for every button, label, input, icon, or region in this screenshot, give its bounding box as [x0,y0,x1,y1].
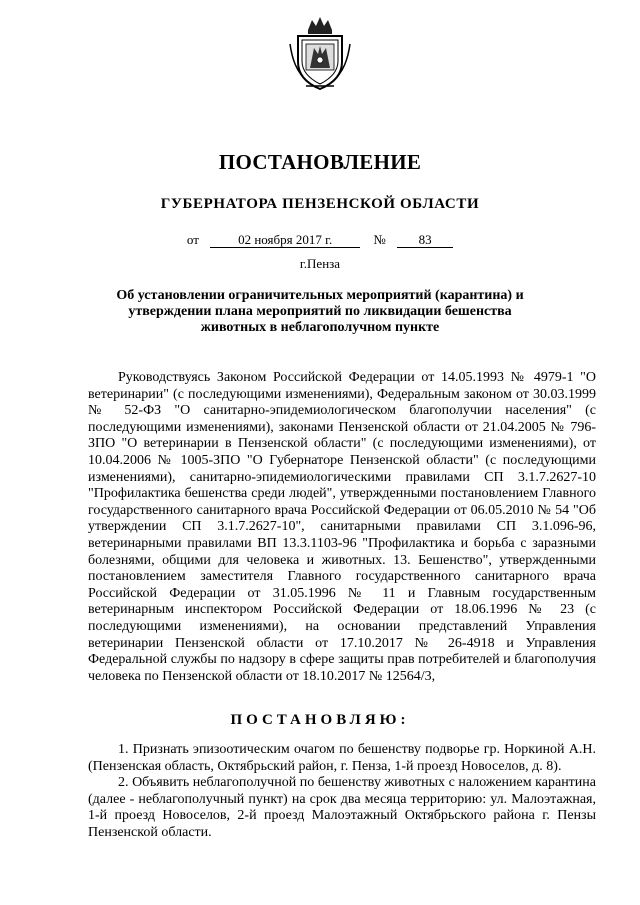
document-title: ПОСТАНОВЛЕНИЕ [218,150,422,174]
decree-items [88,742,596,842]
preamble-section [88,370,596,685]
decree-item-1: 1. Признать эпизоотическим очагом по бешенству подворье гр. Норкиной А.Н. (Пензенская область, Октябрьский район, г. Пенза, 1-й проезд Новоселов, д. 8). [88,742,596,774]
coat-of-arms-emblem [288,14,352,92]
decree-word: ПОСТАНОВЛЯЮ: [230,712,410,728]
document-number: 83 [397,233,453,248]
date-number-line [0,232,640,248]
document-heading: Об установлении ограничительных мероприятий (карантина) и утверждении плана мероприятий по ликвидации бешенства животных в неблагополучном пункте [116,288,524,335]
document-issuer: ГУБЕРНАТОРА ПЕНЗЕНСКОЙ ОБЛАСТИ [160,196,480,212]
preamble-paragraph: Руководствуясь Законом Российской Федерации от 14.05.1993 № 4979-1 "О ветеринарии" (с последующими изменениями), Федеральным законом от 30.03.1999 № 52-ФЗ "О санитарно-эпидемиологическом благополучии населения" (с последующими изменениями), законами Пензенской области от 21.04.2005 № 796-ЗПО "О ветеринарии в Пензенской области" (с последующими изменениями), от 10.04.2006 № 1005-ЗПО "О Губернаторе Пензенской области" (с последующими изменениями), санитарно-эпидемиологическими правилами СП 3.1.7.2627-10 "Профилактика бешенства среди людей", утвержденными постановлением Главного государственного санитарного врача Российской Федерации от 06.05.2010 № 54 "Об утверждении СП 3.1.7.2627-10", санитарными правилами СП 3.1.096-96, ветеринарными правилами ВП 13.3.1103-96 "Профилактика и борьба с заразными болезнями, общими для человека и животных. 13. Бешенство", утвержденными постановлением заместителя Главного государственного санитарного врача Российской Федерации от 31.05.1996 № 11 и Главным государственным ветеринарным инспектором Российской Федерации от 18.06.1996 № 23 (с последующими изменениями), на основании представлений Управления ветеринарии Пензенской области от 17.10.2017 № 26-4918 и Управления Федеральной службы по надзору в сфере защиты прав потребителей и благополучия человека по Пензенской области от 18.10.2017 № 12564/3, [88,370,596,684]
number-sign: № [373,232,386,247]
date-prefix: от [186,232,199,247]
document-date: 02 ноября 2017 г. [210,233,360,248]
decree-item-2: 2. Объявить неблагополучной по бешенству животных с наложением карантина (далее - неблагополучный пункт) на срок два месяца территорию: ул. Малоэтажная, 1-й проезд Новоселов, 2-й проезд Малоэтажный Октябрьского района г. Пензы Пензенской области. [88,775,596,840]
document-city: г.Пенза [299,256,341,271]
